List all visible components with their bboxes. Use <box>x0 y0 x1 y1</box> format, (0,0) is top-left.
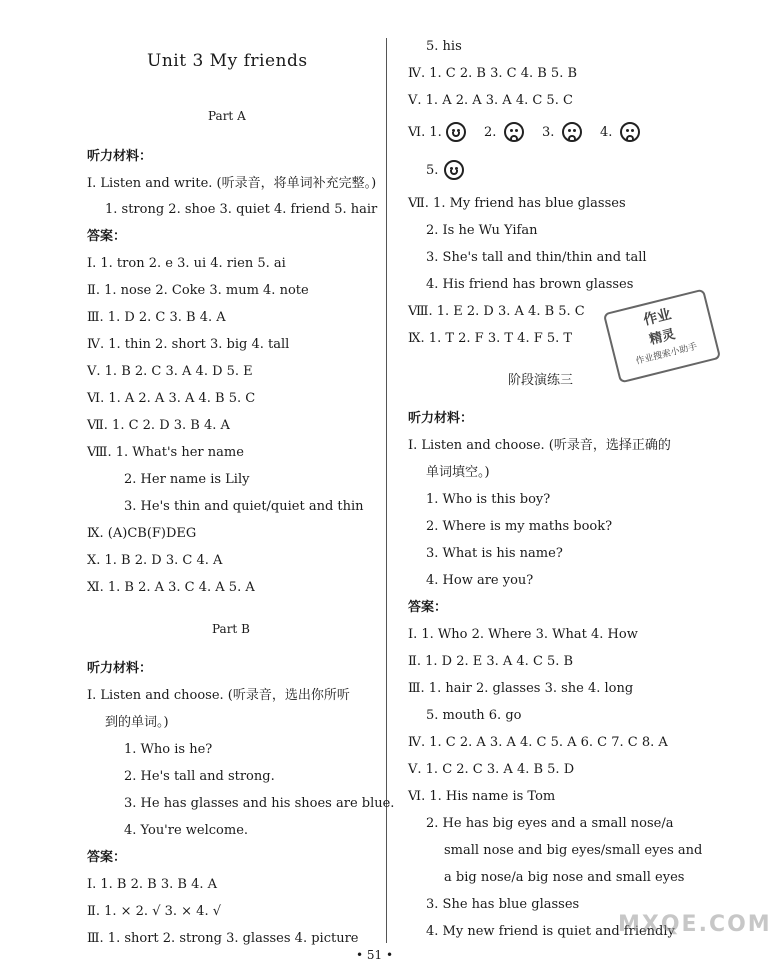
instruction-line: Ⅰ. Listen and choose. (听录音，选择正确的 <box>408 438 671 453</box>
answer-line: Ⅸ. (A)CB(F)DEG <box>87 526 197 541</box>
answer-line: a big nose/a big nose and small eyes <box>444 870 685 885</box>
answer-line: Ⅷ. 1. E 2. D 3. A 4. B 5. C <box>408 304 585 319</box>
happy-face-icon <box>444 160 464 180</box>
answer-line: Ⅸ. 1. T 2. F 3. T 4. F 5. T <box>408 331 573 346</box>
answer-line: Ⅰ. 1. Who 2. Where 3. What 4. How <box>408 627 638 642</box>
answer-line: Ⅳ. 1. C 2. B 3. C 4. B 5. B <box>408 66 578 81</box>
answer-line: Ⅱ. 1. nose 2. Coke 3. mum 4. note <box>87 283 309 298</box>
answers-heading: 答案： <box>408 600 448 615</box>
listening-item: 1. Who is this boy? <box>426 492 551 507</box>
sad-face-icon <box>562 122 582 142</box>
answer-line: Ⅹ. 1. B 2. D 3. C 4. A <box>87 553 223 568</box>
answer-line: Ⅺ. 1. B 2. A 3. C 4. A 5. A <box>87 580 255 595</box>
answers-heading: 答案： <box>87 229 127 244</box>
sad-face-icon <box>620 122 640 142</box>
stamp-line: 精灵 <box>647 327 677 348</box>
instruction-line: Ⅰ. Listen and choose. (听录音，选出你所听 <box>87 688 350 703</box>
answer-line: 4. His friend has brown glasses <box>426 277 634 292</box>
answer-line: Ⅰ. 1. tron 2. e 3. ui 4. rien 5. ai <box>87 256 286 271</box>
sad-face-icon <box>504 122 524 142</box>
listening-item: 2. Where is my maths book? <box>426 519 613 534</box>
listening-item: 3. What is his name? <box>426 546 563 561</box>
happy-face-icon <box>446 122 466 142</box>
part-b-heading: Part B <box>212 622 250 636</box>
answer-line: Ⅷ. 1. What's her name <box>87 445 244 460</box>
instruction-line: 到的单词。) <box>105 715 169 730</box>
faces-label: Ⅵ. 1. <box>408 125 442 140</box>
answer-line: 2. Her name is Lily <box>124 472 250 487</box>
answer-line: small nose and big eyes/small eyes and <box>444 843 703 858</box>
face-number: 2. <box>484 125 497 140</box>
answer-line: 5. his <box>426 39 462 54</box>
answer-line: Ⅱ. 1. × 2. √ 3. × 4. √ <box>87 904 221 919</box>
answer-line: Ⅴ. 1. C 2. C 3. A 4. B 5. D <box>408 762 575 777</box>
answer-line: Ⅴ. 1. B 2. C 3. A 4. D 5. E <box>87 364 253 379</box>
instruction-line: 单词填空。) <box>426 465 490 480</box>
listening-item: 4. You're welcome. <box>124 823 249 838</box>
section-title: 阶段演练三 <box>508 373 574 388</box>
answer-line: 2. Is he Wu Yifan <box>426 223 538 238</box>
answer-line: Ⅵ. 1. A 2. A 3. A 4. B 5. C <box>87 391 256 406</box>
stamp-logo <box>603 288 721 383</box>
answer-line: Ⅲ. 1. hair 2. glasses 3. she 4. long <box>408 681 634 696</box>
face-number: 4. <box>600 125 613 140</box>
listening-item: 3. He has glasses and his shoes are blue. <box>124 796 395 811</box>
instruction-line: Ⅰ. Listen and write. (听录音，将单词补充完整。) <box>87 176 377 191</box>
answer-line: 2. He has big eyes and a small nose/a <box>426 816 674 831</box>
listening-item: 2. He's tall and strong. <box>124 769 275 784</box>
stamp-line: 作业 <box>641 306 673 329</box>
listening-item: 4. How are you? <box>426 573 534 588</box>
answer-line: Ⅱ. 1. D 2. E 3. A 4. C 5. B <box>408 654 574 669</box>
part-a-heading: Part A <box>208 109 246 123</box>
answer-line: 3. She has blue glasses <box>426 897 580 912</box>
listening-heading: 听力材料： <box>408 411 474 426</box>
stamp-line: 作业搜索小助手 <box>634 341 699 367</box>
answer-line: Ⅳ. 1. thin 2. short 3. big 4. tall <box>87 337 290 352</box>
answer-line: 3. She's tall and thin/thin and tall <box>426 250 647 265</box>
answer-line: 5. mouth 6. go <box>426 708 522 723</box>
answers-heading: 答案： <box>87 850 127 865</box>
answer-line: Ⅲ. 1. short 2. strong 3. glasses 4. picture <box>87 931 359 946</box>
answer-line: Ⅵ. 1. His name is Tom <box>408 789 556 804</box>
answer-line: Ⅶ. 1. My friend has blue glasses <box>408 196 626 211</box>
listening-item: 1. Who is he? <box>124 742 213 757</box>
face-number: 3. <box>542 125 555 140</box>
answer-line: Ⅲ. 1. D 2. C 3. B 4. A <box>87 310 226 325</box>
word-list: 1. strong 2. shoe 3. quiet 4. friend 5. hair <box>105 202 378 217</box>
answer-line: Ⅰ. 1. B 2. B 3. B 4. A <box>87 877 217 892</box>
unit-title: Unit 3 My friends <box>147 51 308 71</box>
listening-heading: 听力材料： <box>87 661 153 676</box>
answer-line: Ⅴ. 1. A 2. A 3. A 4. C 5. C <box>408 93 573 108</box>
page-number: • 51 • <box>356 948 394 962</box>
listening-heading: 听力材料： <box>87 149 153 164</box>
faces-label: 5. <box>426 163 439 178</box>
answer-line: 3. He's thin and quiet/quiet and thin <box>124 499 364 514</box>
answer-line: 4. My new friend is quiet and friendly <box>426 924 675 939</box>
answer-line: Ⅶ. 1. C 2. D 3. B 4. A <box>87 418 230 433</box>
answer-line: Ⅳ. 1. C 2. A 3. A 4. C 5. A 6. C 7. C 8. A <box>408 735 668 750</box>
watermark: MXQE.COM <box>618 912 772 937</box>
